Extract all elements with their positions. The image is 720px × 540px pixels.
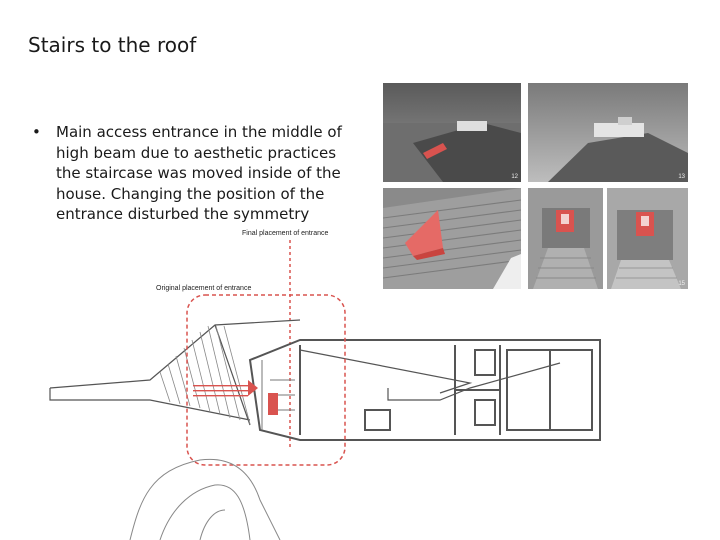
stair-treads [160,326,250,424]
floor-plan [0,290,720,540]
stair-inside [262,360,295,430]
photo-2-number: 13 [678,174,685,180]
bullet-marker: • [32,123,41,141]
slide-title: Stairs to the roof [28,33,197,57]
rock-terrain [130,459,280,540]
bullet-text: Main access entrance in the middle of high beam due to aesthetic practices the staircase was moved inside of the house. Changing the position of the entrance disturbed the symmetry [56,123,342,223]
original-placement-label: Original placement of entrance [156,285,252,292]
photo-5-number: 15 [678,281,685,287]
entrance-arrows [193,380,278,415]
house-walls [250,340,600,440]
photo-1-number: 12 [511,174,518,180]
final-placement-label: Final placement of entrance [242,230,329,237]
access-ramp [300,350,560,400]
